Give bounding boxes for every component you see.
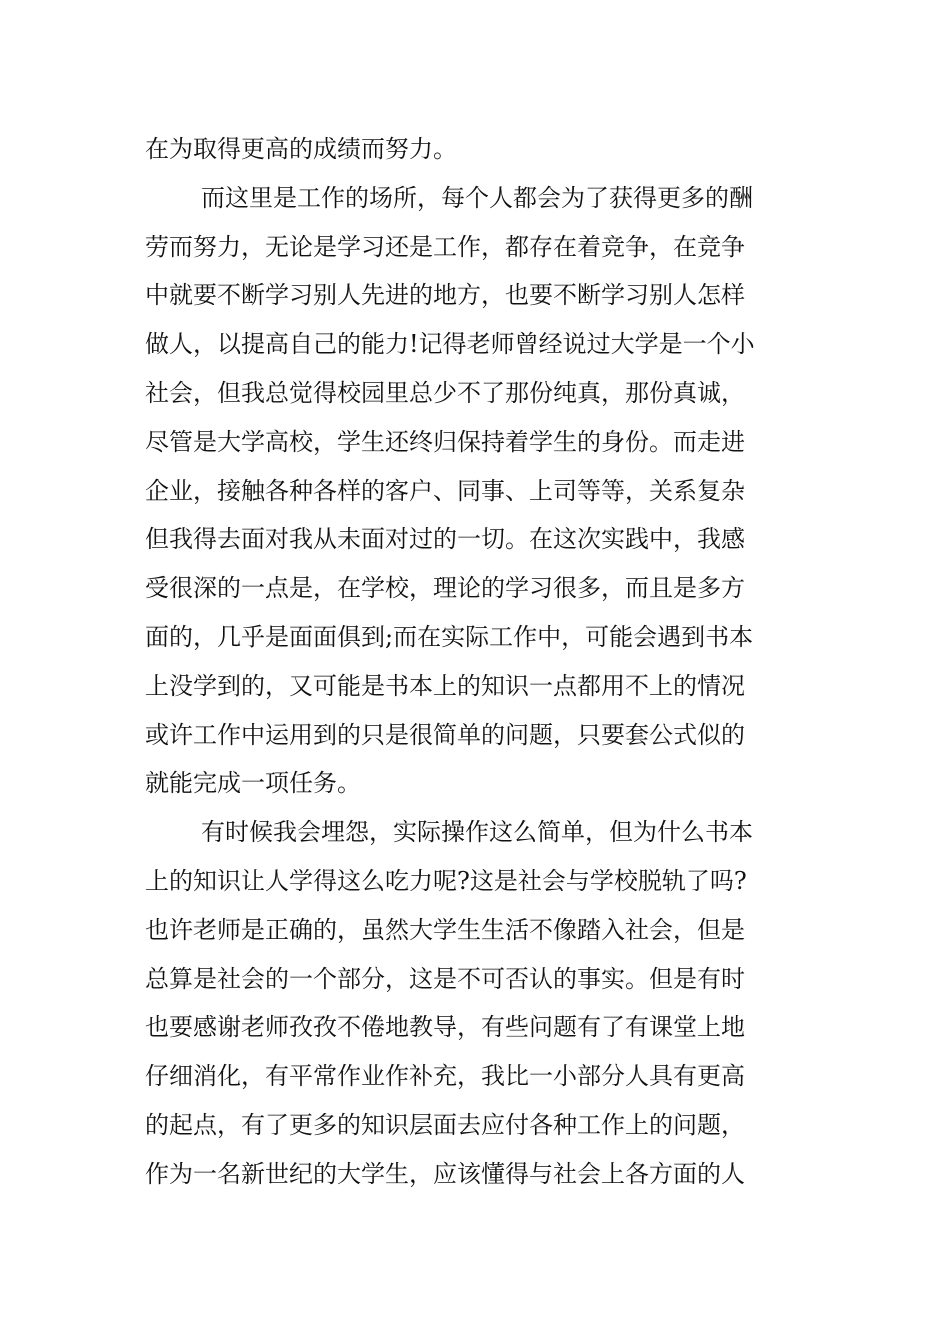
paragraph-first-line: 有时候我会埋怨，实际操作这么简单，但为什么书本 [201, 818, 753, 847]
text-line: 尽管是大学高校，学生还终归保持着学生的身份。而走进 [145, 427, 745, 456]
text-line: 做人，以提高自己的能力!记得老师曾经说过大学是一个小 [145, 330, 755, 359]
paragraph-first-line: 而这里是工作的场所，每个人都会为了获得更多的酬 [201, 183, 753, 212]
text-line: 也许老师是正确的，虽然大学生生活不像踏入社会，但是 [145, 915, 745, 944]
text-line: 但我得去面对我从未面对过的一切。在这次实践中，我感 [145, 525, 745, 554]
text-line: 总算是社会的一个部分，这是不可否认的事实。但是有时 [145, 964, 745, 993]
text-line: 上没学到的，又可能是书本上的知识一点都用不上的情况 [145, 671, 745, 700]
text-line: 或许工作中运用到的只是很简单的问题，只要套公式似的 [145, 720, 745, 749]
text-line: 也要感谢老师孜孜不倦地教导，有些问题有了有课堂上地 [145, 1013, 745, 1042]
text-line: 在为取得更高的成绩而努力。 [145, 135, 457, 163]
text-line: 上的知识让人学得这么吃力呢?这是社会与学校脱轨了吗? [145, 866, 747, 895]
text-line: 中就要不断学习别人先进的地方，也要不断学习别人怎样 [145, 281, 745, 310]
text-line: 仔细消化，有平常作业作补充，我比一小部分人具有更高 [145, 1062, 745, 1091]
text-line: 就能完成一项任务。 [145, 769, 361, 798]
text-line: 企业，接触各种各样的客户、同事、上司等等，关系复杂 [145, 476, 745, 505]
text-line: 受很深的一点是，在学校，理论的学习很多，而且是多方 [145, 574, 745, 603]
text-line: 劳而努力，无论是学习还是工作，都存在着竞争，在竞争 [145, 232, 745, 261]
text-line: 面的，几乎是面面俱到;而在实际工作中，可能会遇到书本 [145, 622, 754, 651]
text-line: 社会，但我总觉得校园里总少不了那份纯真，那份真诚， [145, 378, 745, 407]
body-text [145, 129, 810, 1203]
text-line: 作为一名新世纪的大学生，应该懂得与社会上各方面的人 [145, 1159, 745, 1188]
text-line: 的起点，有了更多的知识层面去应付各种工作上的问题， [145, 1110, 745, 1139]
